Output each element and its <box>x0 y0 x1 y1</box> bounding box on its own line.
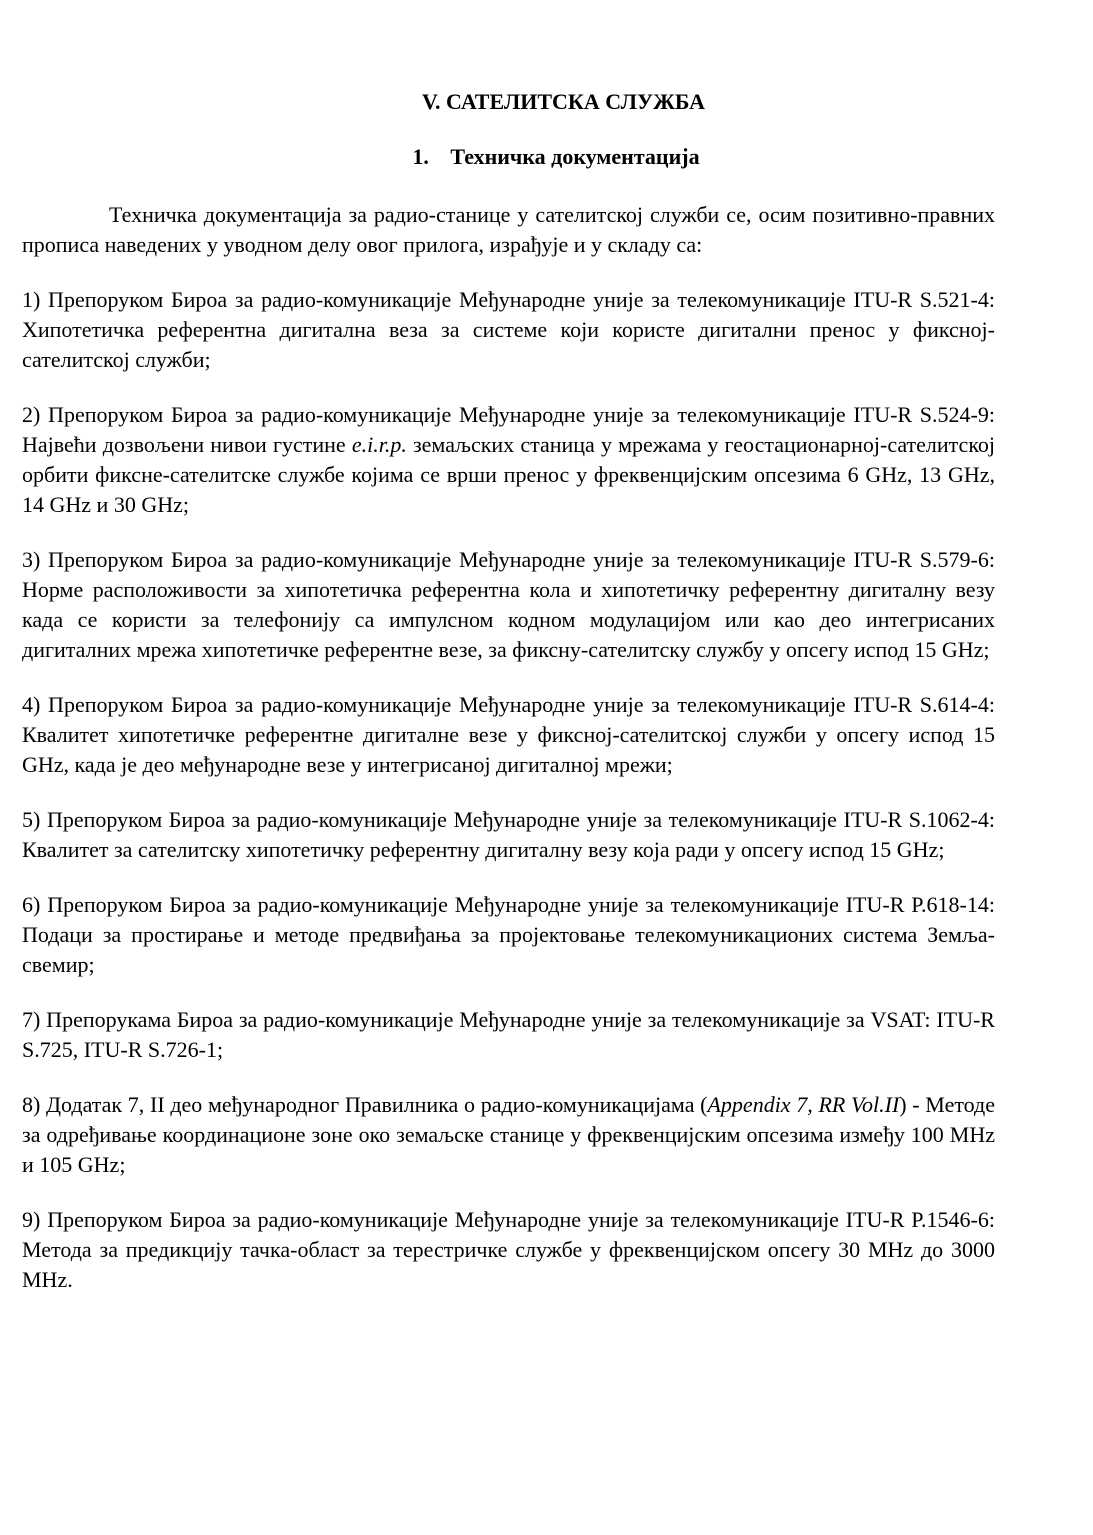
intro-paragraph: Техничка документација за радио-станице у сателитској служби се, осим позитивно-правних прописа наведених у уводном делу овог прилога, израђује и у складу са: <box>22 202 995 257</box>
list-item-4: 4) Препоруком Бироа за радио-комуникације Међународне уније за телекомуникације ITU-R S.614-4: Квалитет хипотетичке референтне дигиталне везе у фиксној-сателитској служби у опсегу испод 15 GHz, када је део међународне везе у интегрисаној дигиталној мрежи; <box>22 692 995 777</box>
document-page <box>22 86 995 1295</box>
list-item-8-text: 8) Додатак 7, II део међународног Правилника о радио-комуникацијама ( <box>22 1092 708 1117</box>
list-item-1: 1) Препоруком Бироа за радио-комуникације Међународне уније за телекомуникације ITU-R S.521-4: Хипотетичка референтна дигитална веза за системе који користе дигитални пренос у фиксној-сателитској служби; <box>22 287 995 372</box>
list-item-9: 9) Препоруком Бироа за радио-комуникације Међународне уније за телекомуникације ITU-R P.1546-6: Метода за предикцију тачка-област за терестричке службе у фреквенцијском опсегу 30 MHz до 3000 MHz. <box>22 1207 995 1292</box>
list-item-8-text-end: ) - Методе за одређивање координационе зоне око земаљске станице у фреквенцијским опсезима између 100 MHz и 105 GHz; <box>22 1092 995 1177</box>
list-item-7: 7) Препорукама Бироа за радио-комуникације Међународне уније за телекомуникације за VSAT: ITU-R S.725, ITU-R S.726-1; <box>22 1007 995 1062</box>
list-item-6: 6) Препоруком Бироа за радио-комуникације Међународне уније за телекомуникације ITU-R P.618-14: Подаци за простирање и методе предвиђања за пројектовање телекомуникационих система Земља-свемир; <box>22 892 995 977</box>
list-item-2-italic: e.i.r.p. <box>351 432 407 457</box>
section-heading <box>22 141 995 173</box>
list-item-5: 5) Препоруком Бироа за радио-комуникације Међународне уније за телекомуникације ITU-R S.1062-4: Квалитет за сателитску хипотетичку референтну дигиталну везу која ради у опсегу испод 15 GHz; <box>22 807 995 862</box>
list-item-2-text: 2) Препоруком Бироа за радио-комуникације Међународне уније за телекомуникације ITU-R S.524-9: Највећи дозвољени нивои густине <box>22 402 995 457</box>
list-item-3: 3) Препоруком Бироа за радио-комуникације Међународне уније за телекомуникације ITU-R S.579-6: Норме расположивости за хипотетичка референтна кола и хипотетичку референтну дигиталну везу када се користи за телефонију са импулсном кодном модулацијом или као део интегрисаних дигиталних мрежа хипотетичке референтне везе, за фиксну-сателитску службу у опсегу испод 15 GHz; <box>22 547 995 662</box>
list-item-2 <box>22 400 995 520</box>
list-item-8-italic: Appendix 7, RR Vol.II <box>707 1092 900 1117</box>
list-item-2-text-end: земаљских станица у мрежама у геостационарној-сателитској орбити фиксне-сателитске службе којима се врши пренос у фреквенцијским опсезима 6 GHz, 13 GHz, 14 GHz и 30 GHz; <box>22 432 996 517</box>
chapter-title: V. САТЕЛИТСКА СЛУЖБА <box>421 89 706 114</box>
section-number: 1. <box>412 144 429 169</box>
section-title: Техничка документација <box>450 144 700 169</box>
list-item-8 <box>22 1090 995 1180</box>
